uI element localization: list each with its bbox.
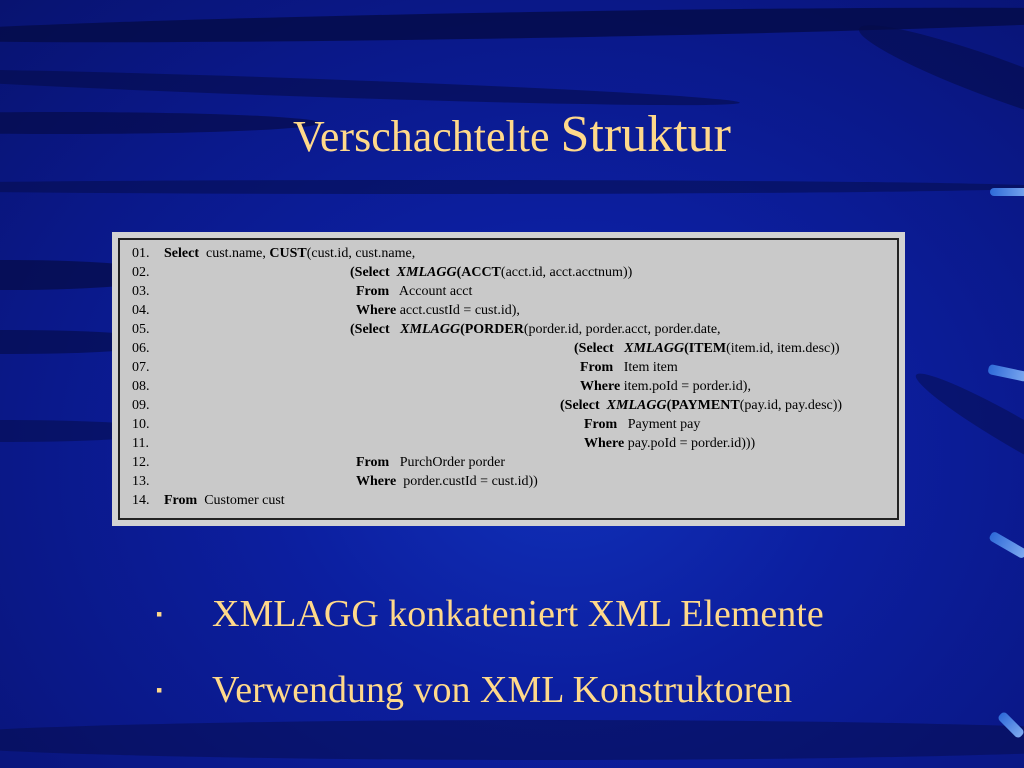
line-number: 02. <box>132 265 150 280</box>
function-name: XMLAGG <box>624 341 685 356</box>
keyword: (Select <box>350 322 390 337</box>
function-name: XMLAGG <box>400 322 461 337</box>
keyword: Select <box>164 246 199 261</box>
sql-code-panel <box>112 232 905 526</box>
decorative-dash <box>990 188 1024 196</box>
code-text: (item.id, item.desc)) <box>726 341 840 356</box>
code-text: pay.poId = porder.id))) <box>624 436 756 451</box>
decorative-streak <box>0 720 1024 760</box>
keyword: (ACCT <box>456 265 501 280</box>
line-number: 05. <box>132 322 150 337</box>
code-text: Customer cust <box>197 493 285 508</box>
line-number: 06. <box>132 341 150 356</box>
keyword: (Select <box>560 398 600 413</box>
line-number: 11. <box>132 436 149 451</box>
code-text: (acct.id, acct.acctnum)) <box>500 265 633 280</box>
slide-title <box>0 105 1024 167</box>
title-part-2: Struktur <box>560 106 731 163</box>
keyword: (Select <box>574 341 614 356</box>
code-text: (cust.id, cust.name, <box>306 246 416 261</box>
code-text: PurchOrder porder <box>389 455 506 470</box>
keyword: From <box>356 284 390 299</box>
line-number: 01. <box>132 246 150 261</box>
line-number: 14. <box>132 493 150 508</box>
keyword: From <box>356 455 390 470</box>
code-text: cust.name, <box>198 246 270 261</box>
keyword: Where <box>356 303 397 318</box>
keyword: From <box>584 417 618 432</box>
keyword: Where <box>356 474 397 489</box>
line-number: 03. <box>132 284 150 299</box>
decorative-dash <box>988 531 1024 560</box>
code-text: (porder.id, porder.acct, porder.date, <box>523 322 721 337</box>
line-number: 07. <box>132 360 150 375</box>
decorative-streak <box>0 180 1024 194</box>
line-number: 08. <box>132 379 150 394</box>
code-text: item.poId = porder.id), <box>620 379 751 394</box>
keyword: (PAYMENT <box>666 398 740 413</box>
decorative-streak <box>909 362 1024 508</box>
sql-code-box <box>118 238 899 520</box>
square-bullet-icon: ▪ <box>156 680 163 700</box>
keyword: From <box>580 360 614 375</box>
function-name: XMLAGG <box>606 398 667 413</box>
keyword: Where <box>580 379 621 394</box>
code-text: Payment pay <box>617 417 701 432</box>
keyword: (PORDER <box>460 322 524 337</box>
code-text: Item item <box>613 360 678 375</box>
title-part-1: Verschachtelte <box>293 112 561 161</box>
function-name: XMLAGG <box>396 265 457 280</box>
keyword: (Select <box>350 265 390 280</box>
line-number: 09. <box>132 398 150 413</box>
line-number: 10. <box>132 417 150 432</box>
line-number: 12. <box>132 455 150 470</box>
code-text: porder.custId = cust.id)) <box>396 474 538 489</box>
code-text: acct.custId = cust.id), <box>396 303 520 318</box>
bullet-text: XMLAGG konkateniert XML Elemente <box>212 593 824 635</box>
code-text: Account acct <box>389 284 473 299</box>
code-text: (pay.id, pay.desc)) <box>739 398 843 413</box>
keyword: CUST <box>269 246 307 261</box>
line-number: 04. <box>132 303 150 318</box>
line-number: 13. <box>132 474 150 489</box>
keyword: (ITEM <box>684 341 727 356</box>
square-bullet-icon: ▪ <box>156 604 163 624</box>
keyword: From <box>164 493 198 508</box>
keyword: Where <box>584 436 625 451</box>
decorative-dash <box>987 364 1024 382</box>
bullet-text: Verwendung von XML Konstruktoren <box>212 669 793 711</box>
